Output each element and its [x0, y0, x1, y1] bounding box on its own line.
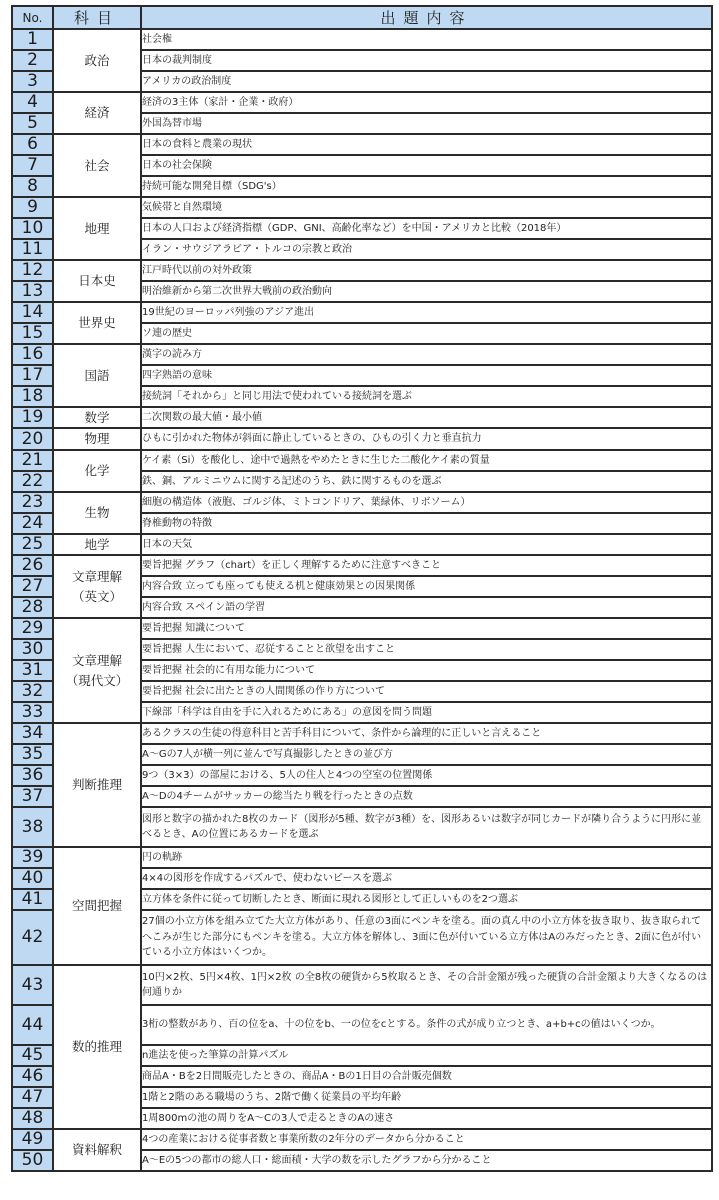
topic-cell: 10円×2枚、5円×4枚、1円×2枚 の全8枚の硬貨から5枚取るとき、その合計金額が残った硬貨の合計金額より大きくなるのは何通りか	[141, 965, 712, 1005]
subject-cell: 世界史	[53, 302, 141, 344]
topic-cell: 円の軌跡	[141, 847, 712, 868]
question-number: 36	[12, 765, 53, 786]
question-number: 15	[12, 323, 53, 344]
table-row	[12, 847, 712, 868]
table-row	[12, 534, 712, 555]
topic-cell: A～Eの5つの都市の総人口・総面積・大学の数を示したグラフから分かること	[141, 1150, 712, 1171]
topic-cell: 細胞の構造体（液胞、ゴルジ体、ミトコンドリア、葉緑体、リボソーム）	[141, 492, 712, 513]
question-number: 11	[12, 239, 53, 260]
question-number: 23	[12, 492, 53, 513]
table-row	[12, 1129, 712, 1150]
topic-cell: 内容合致 スペイン語の学習	[141, 597, 712, 618]
header-content: 出題内容	[141, 6, 712, 29]
question-number: 27	[12, 576, 53, 597]
question-number: 24	[12, 513, 53, 534]
topic-cell: 3桁の整数があり、百の位をa、十の位をb、一の位をcとする。条件の式が成り立つとき、a+b+cの値はいくつか。	[141, 1005, 712, 1045]
subject-cell: 経済	[53, 92, 141, 134]
topic-cell: あるクラスの生徒の得意科目と苦手科目について、条件から論理的に正しいと言えること	[141, 723, 712, 744]
topic-cell: 1階と2階のある職場のうち、2階で働く従業員の平均年齢	[141, 1087, 712, 1108]
topic-cell: n進法を使った筆算の計算パズル	[141, 1045, 712, 1066]
question-number: 6	[12, 134, 53, 155]
topic-cell: 脊椎動物の特徴	[141, 513, 712, 534]
topic-cell: 経済の3主体（家計・企業・政府）	[141, 92, 712, 113]
topic-cell: 19世紀のヨーロッパ列強のアジア進出	[141, 302, 712, 323]
subject-cell: 社会	[53, 134, 141, 197]
topic-cell: 日本の社会保険	[141, 155, 712, 176]
question-number: 42	[12, 910, 53, 965]
question-number: 25	[12, 534, 53, 555]
question-number: 1	[12, 29, 53, 50]
topic-cell: A～Gの7人が横一列に並んで写真撮影したときの並び方	[141, 744, 712, 765]
topic-cell: 二次関数の最大値・最小値	[141, 407, 712, 428]
question-number: 5	[12, 113, 53, 134]
subject-cell: 化学	[53, 450, 141, 492]
question-number: 20	[12, 428, 53, 449]
table-row	[12, 450, 712, 471]
topic-cell: 江戸時代以前の対外政策	[141, 260, 712, 281]
subject-cell: 物理	[53, 428, 141, 449]
subject-cell: 文章理解 （英文）	[53, 555, 141, 618]
header-subject: 科目	[53, 6, 141, 29]
topic-cell: 気候帯と自然環境	[141, 197, 712, 218]
table-row	[12, 618, 712, 639]
question-number: 45	[12, 1045, 53, 1066]
question-number: 29	[12, 618, 53, 639]
table-header-row	[12, 6, 712, 29]
table-row	[12, 428, 712, 449]
topic-cell: アメリカの政治制度	[141, 71, 712, 92]
topic-cell: 明治維新から第二次世界大戦前の政治動向	[141, 281, 712, 302]
question-number: 38	[12, 807, 53, 847]
subject-cell: 数学	[53, 407, 141, 428]
question-number: 48	[12, 1108, 53, 1129]
topic-cell: 漢字の読み方	[141, 344, 712, 365]
table-row	[12, 407, 712, 428]
subject-cell: 資料解釈	[53, 1129, 141, 1171]
subject-cell: 文章理解 （現代文）	[53, 618, 141, 723]
topic-cell: ソ連の歴史	[141, 323, 712, 344]
table-row	[12, 723, 712, 744]
subject-cell: 判断推理	[53, 723, 141, 847]
topic-cell: 日本の食料と農業の現状	[141, 134, 712, 155]
question-number: 10	[12, 218, 53, 239]
topic-cell: 下線部「科学は自由を手に入れるためにある」の意図を問う問題	[141, 702, 712, 723]
question-number: 40	[12, 868, 53, 889]
question-number: 43	[12, 965, 53, 1005]
table-row	[12, 92, 712, 113]
topic-cell: 要旨把握 グラフ（chart）を正しく理解するために注意すべきこと	[141, 555, 712, 576]
topic-cell: 接続詞「それから」と同じ用法で使われている接続詞を選ぶ	[141, 386, 712, 407]
topic-cell: 27個の小立方体を組み立てた大立方体があり、任意の3面にペンキを塗る。面の真ん中の小立方体を抜き取り、抜き取られてへこみが生じた部分にもペンキを塗る。大立方体を解体し、3面に色が付いている立方体はAのみだったとき、2面に色が付いている小立方体はいくつか。	[141, 910, 712, 965]
table-row	[12, 197, 712, 218]
question-number: 12	[12, 260, 53, 281]
topic-cell: イラン・サウジアラビア・トルコの宗教と政治	[141, 239, 712, 260]
topic-cell: 要旨把握 社会的に有用な能力について	[141, 660, 712, 681]
question-number: 2	[12, 50, 53, 71]
topic-cell: 4×4の図形を作成するパズルで、使わないピースを選ぶ	[141, 868, 712, 889]
topic-cell: 日本の人口および経済指標（GDP、GNI、高齢化率など）を中国・アメリカと比較（2018年）	[141, 218, 712, 239]
question-number: 18	[12, 386, 53, 407]
table-body	[12, 29, 712, 1171]
topic-cell: 日本の天気	[141, 534, 712, 555]
subject-cell: 地理	[53, 197, 141, 260]
table-row	[12, 134, 712, 155]
topic-cell: 立方体を条件に従って切断したとき、断面に現れる図形として正しいものを2つ選ぶ	[141, 889, 712, 910]
question-number: 14	[12, 302, 53, 323]
topic-cell: ひもに引かれた物体が斜面に静止しているときの、ひもの引く力と垂直抗力	[141, 428, 712, 449]
question-number: 21	[12, 450, 53, 471]
table-row	[12, 965, 712, 1005]
table-row	[12, 260, 712, 281]
question-number: 7	[12, 155, 53, 176]
subject-cell: 国語	[53, 344, 141, 407]
topic-cell: 日本の裁判制度	[141, 50, 712, 71]
topic-cell: 内容合致 立っても座っても使える机と健康効果との因果関係	[141, 576, 712, 597]
question-number: 16	[12, 344, 53, 365]
subject-cell: 数的推理	[53, 965, 141, 1129]
question-number: 8	[12, 176, 53, 197]
question-number: 33	[12, 702, 53, 723]
header-no: No.	[12, 6, 53, 29]
subject-cell: 日本史	[53, 260, 141, 302]
topic-cell: 図形と数字の描かれた8枚のカード（図形が5種、数字が3種）を、図形あるいは数字が同じカードが隣り合うように円形に並べるとき、Aの位置にあるカードを選ぶ	[141, 807, 712, 847]
table-row	[12, 29, 712, 50]
question-number: 31	[12, 660, 53, 681]
topic-cell: 社会権	[141, 29, 712, 50]
table-row	[12, 492, 712, 513]
topic-cell: 商品A・Bを2日間販売したときの、商品A・Bの1日目の合計販売個数	[141, 1066, 712, 1087]
question-number: 19	[12, 407, 53, 428]
topic-cell: 1周800mの池の周りをA～Cの3人で走るときのAの速さ	[141, 1108, 712, 1129]
question-number: 30	[12, 639, 53, 660]
topic-cell: ケイ素（Si）を酸化し、途中で過熱をやめたときに生じた二酸化ケイ素の質量	[141, 450, 712, 471]
topic-cell: 要旨把握 知識について	[141, 618, 712, 639]
subject-cell: 地学	[53, 534, 141, 555]
topic-cell: 4つの産業における従事者数と事業所数の2年分のデータから分かること	[141, 1129, 712, 1150]
table-row	[12, 344, 712, 365]
question-number: 46	[12, 1066, 53, 1087]
question-number: 44	[12, 1005, 53, 1045]
question-number: 35	[12, 744, 53, 765]
exam-topics-table	[11, 5, 713, 1172]
question-number: 41	[12, 889, 53, 910]
topic-cell: 要旨把握 人生において、忍従することと欲望を出すこと	[141, 639, 712, 660]
table-row	[12, 555, 712, 576]
question-number: 3	[12, 71, 53, 92]
table-row	[12, 302, 712, 323]
question-number: 26	[12, 555, 53, 576]
subject-cell: 空間把握	[53, 847, 141, 965]
question-number: 37	[12, 786, 53, 807]
question-number: 4	[12, 92, 53, 113]
topic-cell: 要旨把握 社会に出たときの人間関係の作り方について	[141, 681, 712, 702]
topic-cell: 鉄、銅、アルミニウムに関する記述のうち、鉄に関するものを選ぶ	[141, 471, 712, 492]
question-number: 13	[12, 281, 53, 302]
question-number: 22	[12, 471, 53, 492]
topic-cell: 9つ（3×3）の部屋における、5人の住人と4つの空室の位置関係	[141, 765, 712, 786]
topic-cell: 持続可能な開発目標（SDG's）	[141, 176, 712, 197]
question-number: 39	[12, 847, 53, 868]
question-number: 9	[12, 197, 53, 218]
topic-cell: 四字熟語の意味	[141, 365, 712, 386]
question-number: 32	[12, 681, 53, 702]
question-number: 34	[12, 723, 53, 744]
question-number: 50	[12, 1150, 53, 1171]
question-number: 47	[12, 1087, 53, 1108]
topic-cell: A～Dの4チームがサッカーの総当たり戦を行ったときの点数	[141, 786, 712, 807]
topic-cell: 外国為替市場	[141, 113, 712, 134]
question-number: 28	[12, 597, 53, 618]
question-number: 49	[12, 1129, 53, 1150]
subject-cell: 政治	[53, 29, 141, 92]
question-number: 17	[12, 365, 53, 386]
subject-cell: 生物	[53, 492, 141, 534]
